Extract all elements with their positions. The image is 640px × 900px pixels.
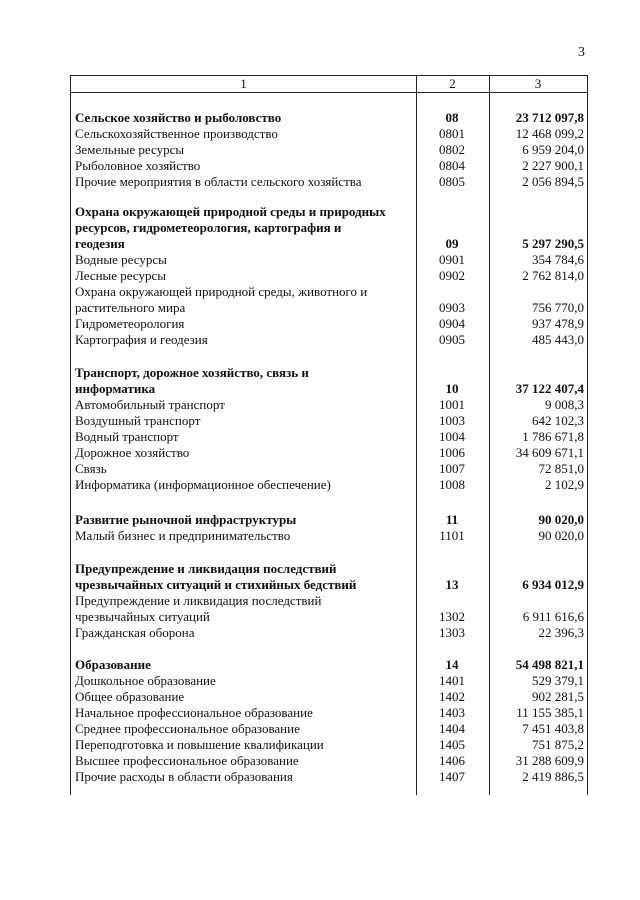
row-code: 1401 xyxy=(439,673,465,688)
table-row xyxy=(71,528,587,544)
table-row xyxy=(71,413,587,429)
row-name: Лесные ресурсы xyxy=(75,268,166,283)
row-name: Воздушный транспорт xyxy=(75,413,201,428)
row-name: Прочие мероприятия в области сельского хозяйства xyxy=(75,174,362,189)
row-name: Информатика (информационное обеспечение) xyxy=(75,477,331,492)
row-name: Высшее профессиональное образование xyxy=(75,753,299,768)
row-name: Малый бизнес и предпринимательство xyxy=(75,528,291,543)
section-block xyxy=(71,657,587,785)
row-value: 23 712 097,8 xyxy=(515,110,584,125)
row-value: 12 468 099,2 xyxy=(515,126,584,141)
table-row xyxy=(71,397,587,413)
row-value: 2 102,9 xyxy=(545,477,584,492)
row-code: 0805 xyxy=(439,174,465,189)
header-col-1: 1 xyxy=(240,76,247,91)
section-block xyxy=(71,110,587,190)
section-block xyxy=(71,512,587,544)
row-code: 1403 xyxy=(439,705,465,720)
table-row xyxy=(71,142,587,158)
budget-table xyxy=(70,75,588,795)
table-row xyxy=(71,721,587,737)
row-code: 1001 xyxy=(439,397,465,412)
row-code: 1406 xyxy=(439,753,465,768)
row-name: Дошкольное образование xyxy=(75,673,216,688)
row-code: 1101 xyxy=(439,528,465,543)
row-value: 72 851,0 xyxy=(538,461,584,476)
row-name: Переподготовка и повышение квалификации xyxy=(75,737,324,752)
row-value: 485 443,0 xyxy=(532,332,584,347)
table-row xyxy=(71,429,587,445)
table-row xyxy=(71,300,587,316)
table-row xyxy=(71,126,587,142)
table-row xyxy=(71,174,587,190)
row-code: 1008 xyxy=(439,477,465,492)
row-name: Прочие расходы в области образования xyxy=(75,769,293,784)
row-name: Гражданская оборона xyxy=(75,625,195,640)
row-name: Развитие рыночной инфраструктуры xyxy=(75,512,297,527)
row-value: 642 102,3 xyxy=(532,413,584,428)
row-name: растительного мира xyxy=(75,300,186,315)
row-name: чрезвычайных ситуаций xyxy=(75,609,210,624)
row-value: 6 911 616,6 xyxy=(522,609,584,624)
row-name: Предупреждение и ликвидация последствий xyxy=(75,593,322,608)
table-header xyxy=(71,75,587,93)
row-name: Охрана окружающей природной среды и природных xyxy=(75,204,386,219)
row-value: 937 478,9 xyxy=(532,316,584,331)
row-code: 1302 xyxy=(439,609,465,624)
section-block xyxy=(71,204,587,348)
table-row xyxy=(71,593,587,609)
row-name: Связь xyxy=(75,461,107,476)
row-code: 0802 xyxy=(439,142,465,157)
row-code: 11 xyxy=(445,512,459,527)
section-block xyxy=(71,561,587,641)
row-value: 756 770,0 xyxy=(532,300,584,315)
row-value: 7 451 403,8 xyxy=(522,721,584,736)
row-value: 529 379,1 xyxy=(532,673,584,688)
table-row xyxy=(71,477,587,493)
table-row xyxy=(71,284,587,300)
row-code: 14 xyxy=(445,657,459,672)
row-name: Гидрометеорология xyxy=(75,316,185,331)
row-value: 1 786 671,8 xyxy=(522,429,584,444)
row-name: Охрана окружающей природной среды, животного и xyxy=(75,284,368,299)
table-row xyxy=(71,705,587,721)
row-name: чрезвычайных ситуаций и стихийных бедствий xyxy=(75,577,357,592)
row-name: Водный транспорт xyxy=(75,429,179,444)
row-name: Автомобильный транспорт xyxy=(75,397,225,412)
table-row xyxy=(71,609,587,625)
row-value: 22 396,3 xyxy=(538,625,584,640)
row-name: Предупреждение и ликвидация последствий xyxy=(75,561,337,576)
row-code: 0804 xyxy=(439,158,465,173)
row-value: 34 609 671,1 xyxy=(515,445,584,460)
row-value: 2 056 894,5 xyxy=(522,174,584,189)
row-code: 1404 xyxy=(439,721,465,736)
row-value: 90 020,0 xyxy=(538,528,584,543)
row-name: Водные ресурсы xyxy=(75,252,167,267)
row-code: 1407 xyxy=(439,769,465,784)
section-heading-row xyxy=(71,512,587,528)
row-value: 6 934 012,9 xyxy=(522,577,584,592)
row-name: Картография и геодезия xyxy=(75,332,208,347)
table-row xyxy=(71,769,587,785)
row-value: 6 959 204,0 xyxy=(522,142,584,157)
table-row xyxy=(71,252,587,268)
table-row xyxy=(71,753,587,769)
row-name: Образование xyxy=(75,657,151,672)
row-value: 354 784,6 xyxy=(532,252,584,267)
row-name: Начальное профессиональное образование xyxy=(75,705,313,720)
header-col-2: 2 xyxy=(449,76,456,91)
row-value: 11 155 385,1 xyxy=(516,705,584,720)
row-value: 2 227 900,1 xyxy=(522,158,584,173)
table-row xyxy=(71,625,587,641)
row-value: 751 875,2 xyxy=(532,737,584,752)
section-heading-row xyxy=(71,657,587,673)
page-number: 3 xyxy=(578,45,585,60)
row-code: 0901 xyxy=(439,252,465,267)
row-code: 0801 xyxy=(439,126,465,141)
row-code: 1004 xyxy=(439,429,465,444)
row-name: геодезия xyxy=(75,236,125,251)
table-row xyxy=(71,158,587,174)
header-col-3: 3 xyxy=(534,76,542,91)
row-name: Сельскохозяйственное производство xyxy=(75,126,278,141)
section-block xyxy=(71,365,587,493)
row-name: Сельское хозяйство и рыболовство xyxy=(75,110,282,125)
row-code: 1007 xyxy=(439,461,465,476)
table-row xyxy=(71,461,587,477)
section-heading-row xyxy=(71,577,587,593)
table-row xyxy=(71,445,587,461)
row-value: 37 122 407,4 xyxy=(515,381,584,396)
table-row xyxy=(71,268,587,284)
row-name: Среднее профессиональное образование xyxy=(75,721,300,736)
table-row xyxy=(71,332,587,348)
section-heading-row xyxy=(71,561,587,577)
section-heading-row xyxy=(71,381,587,397)
row-code: 1402 xyxy=(439,689,465,704)
row-name: Земельные ресурсы xyxy=(75,142,185,157)
row-code: 1003 xyxy=(439,413,465,428)
table-row xyxy=(71,316,587,332)
table-row xyxy=(71,737,587,753)
row-value: 54 498 821,1 xyxy=(515,657,584,672)
section-heading-row xyxy=(71,220,587,236)
row-value: 2 419 886,5 xyxy=(522,769,584,784)
row-code: 1303 xyxy=(439,625,465,640)
row-value: 90 020,0 xyxy=(538,512,584,527)
row-value: 5 297 290,5 xyxy=(522,236,584,251)
row-name: информатика xyxy=(75,381,156,396)
row-code: 08 xyxy=(445,110,459,125)
row-code: 1006 xyxy=(439,445,465,460)
section-heading-row xyxy=(71,365,587,381)
table-row xyxy=(71,673,587,689)
row-code: 0902 xyxy=(439,268,465,283)
row-code: 13 xyxy=(445,577,459,592)
row-name: Рыболовное хозяйство xyxy=(75,158,201,173)
row-value: 31 288 609,9 xyxy=(515,753,584,768)
row-name: Общее образование xyxy=(75,689,185,704)
row-code: 1405 xyxy=(439,737,465,752)
row-code: 10 xyxy=(445,381,459,396)
row-code: 0904 xyxy=(439,316,465,331)
section-heading-row xyxy=(71,204,587,220)
row-value: 902 281,5 xyxy=(532,689,584,704)
row-name: ресурсов, гидрометеорология, картография и xyxy=(75,220,342,235)
table-row xyxy=(71,689,587,705)
row-value: 9 008,3 xyxy=(545,397,584,412)
row-name: Транспорт, дорожное хозяйство, связь и xyxy=(75,365,309,380)
row-name: Дорожное хозяйство xyxy=(75,445,190,460)
row-value: 2 762 814,0 xyxy=(522,268,584,283)
section-heading-row xyxy=(71,236,587,252)
row-code: 09 xyxy=(445,236,459,251)
row-code: 0903 xyxy=(439,300,465,315)
row-code: 0905 xyxy=(439,332,465,347)
section-heading-row xyxy=(71,110,587,126)
